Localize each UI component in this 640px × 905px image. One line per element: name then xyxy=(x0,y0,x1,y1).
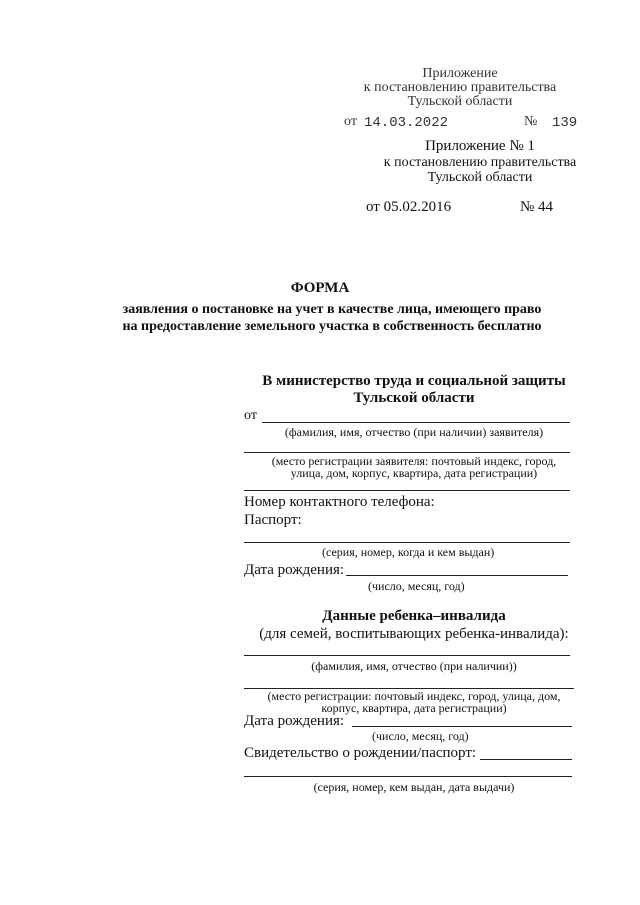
applicant-address-field[interactable] xyxy=(244,452,570,453)
applicant-name-field[interactable] xyxy=(262,422,570,423)
child-name-hint: (фамилия, имя, отчество (при наличии)) xyxy=(311,659,517,673)
applicant-dob-hint: (число, месяц, год) xyxy=(368,579,465,593)
applicant-address-hint-2: улица, дом, корпус, квартира, дата регистрации) xyxy=(290,466,538,480)
applicant-address-field-2[interactable] xyxy=(244,490,570,491)
stamp-line-2: к постановлению правительства xyxy=(363,80,557,95)
appendix-line-3: Тульской области xyxy=(427,170,533,185)
phone-label: Номер контактного телефона: xyxy=(244,494,435,510)
child-doc-field[interactable] xyxy=(480,759,572,760)
appendix-number: № 44 xyxy=(520,199,554,215)
appendix-line-2: к постановлению правительства xyxy=(383,155,577,170)
applicant-address-hint-1: (место регистрации заявителя: почтовый индекс, город, xyxy=(271,454,557,468)
form-subtitle-2: на предоставление земельного участка в собственность бесплатно xyxy=(122,319,542,334)
appendix-date: от 05.02.2016 xyxy=(366,199,452,215)
passport-field[interactable] xyxy=(244,542,570,543)
from-label: от xyxy=(244,408,257,423)
stamp-number-prefix: № xyxy=(524,114,538,129)
addressee-line-2: Тульской области xyxy=(353,390,475,406)
stamp-date: 14.03.2022 xyxy=(364,115,449,131)
child-name-field[interactable] xyxy=(244,655,570,656)
form-subtitle-1: заявления о постановке на учет в качестве лица, имеющего право xyxy=(122,302,542,317)
child-subheading: (для семей, воспитывающих ребенка-инвалида): xyxy=(259,626,569,642)
applicant-dob-label: Дата рождения: xyxy=(244,562,345,578)
child-address-hint-2: корпус, квартира, дата регистрации) xyxy=(321,701,507,715)
stamp-date-prefix: от xyxy=(344,114,357,129)
stamp-number: 139 xyxy=(552,115,578,131)
form-title: ФОРМА xyxy=(290,280,350,296)
passport-hint: (серия, номер, когда и кем выдан) xyxy=(322,545,495,559)
child-heading: Данные ребенка–инвалида xyxy=(322,608,506,624)
passport-label: Паспорт: xyxy=(244,512,302,528)
applicant-name-hint: (фамилия, имя, отчество (при наличии) заявителя) xyxy=(284,425,544,439)
applicant-dob-field[interactable] xyxy=(346,575,568,576)
child-address-hint-1: (место регистрации: почтовый индекс, город, улица, дом, xyxy=(267,689,561,703)
child-doc-field-2[interactable] xyxy=(244,776,572,777)
stamp-line-3: Тульской области xyxy=(407,94,513,109)
child-doc-hint: (серия, номер, кем выдан, дата выдачи) xyxy=(313,780,515,794)
stamp-line-1: Приложение xyxy=(422,66,498,81)
child-dob-label: Дата рождения: xyxy=(244,713,345,729)
child-dob-field[interactable] xyxy=(352,726,572,727)
child-doc-label: Свидетельство о рождении/паспорт: xyxy=(244,745,477,761)
addressee-line-1: В министерство труда и социальной защиты xyxy=(262,373,566,389)
appendix-line-1: Приложение № 1 xyxy=(425,138,535,154)
child-dob-hint: (число, месяц, год) xyxy=(372,729,469,743)
